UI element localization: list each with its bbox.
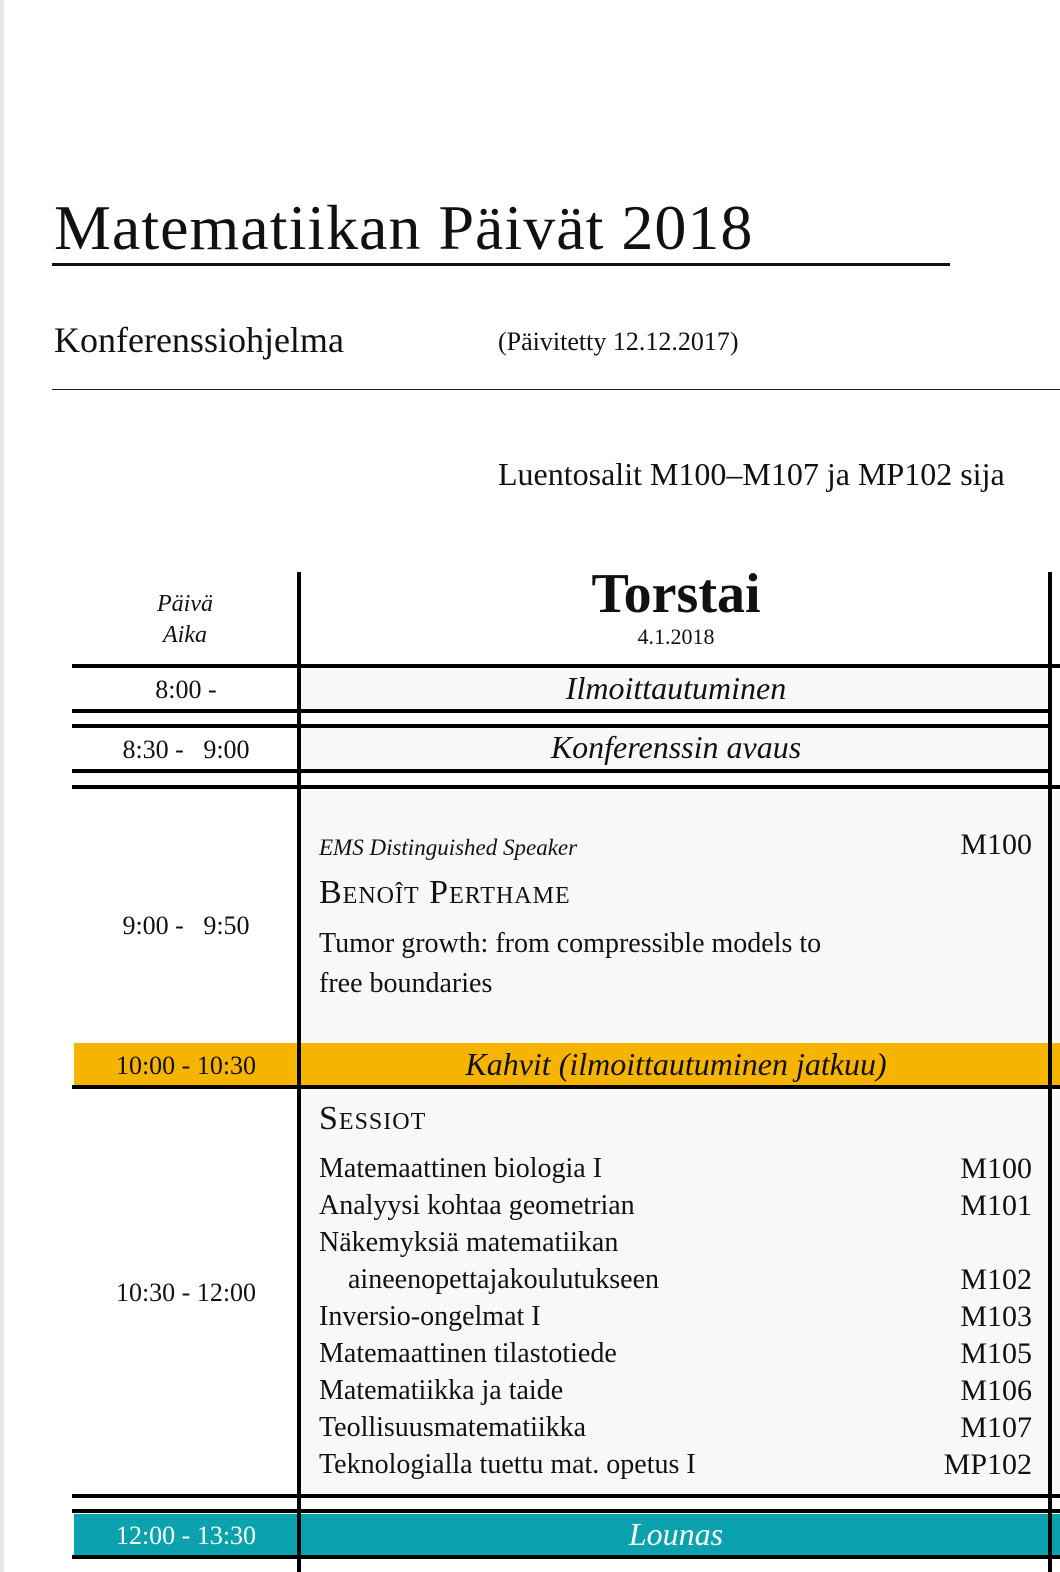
session-room: M107 [960,1411,1032,1444]
day-date: 4.1.2018 [637,624,715,649]
session-room: M106 [960,1374,1032,1407]
session-name: Analyysi kohtaa geometrian [319,1190,635,1221]
row-rule [72,724,1050,728]
row-rule [72,709,1050,713]
keynote-talk-title-cont: free boundaries [319,968,493,999]
session-name-cont: aineenopettajakoulutukseen [348,1264,659,1295]
row-rule [72,1509,1060,1513]
keynote-cell [302,791,1060,1041]
time-lunch: 12:00 - 13:30 [115,1521,257,1550]
keynote-series: EMS Distinguished Speaker [319,835,578,860]
row-rule [72,1555,1060,1559]
session-name: Näkemyksiä matematiikan [319,1227,619,1258]
event-lunch: Lounas [628,1516,724,1552]
session-name: Matemaattinen tilastotiede [319,1338,617,1369]
session-name: Matematiikka ja taide [319,1375,564,1406]
session-room: M103 [960,1300,1032,1333]
row-rule [72,769,1050,773]
row-rule [72,1494,1060,1498]
time-keynote: 9:00 - 9:50 [122,911,250,940]
session-room: M105 [960,1337,1032,1370]
intro-text: Luentosalit M100–M107 ja MP102 sija [498,456,1005,492]
time-coffee: 10:00 - 10:30 [115,1051,257,1080]
title-underline [52,263,950,266]
session-room: M101 [960,1189,1032,1222]
keynote-talk-title: Tumor growth: from compressible models to [319,928,822,959]
page-left-edge [0,0,4,1572]
session-name: Matemaattinen biologia I [319,1153,603,1184]
header-rule [72,664,1060,668]
row-rule [72,1085,1060,1089]
row-rule [72,785,1060,789]
header-day-label: Päivä [157,591,213,617]
session-name: Teollisuusmatematiikka [319,1412,587,1443]
update-date: (Päivitetty 12.12.2017) [498,327,739,356]
header-time-label: Aika [163,622,207,648]
session-name: Teknologialla tuettu mat. opetus I [319,1449,696,1480]
sessions-heading: Sessiot [319,1100,427,1137]
event-opening: Konferenssin avaus [550,729,802,765]
event-coffee: Kahvit (ilmoittautuminen jatkuu) [465,1046,887,1082]
document-title: Matematiikan Päivät 2018 [54,192,754,263]
time-opening: 8:30 - 9:00 [122,735,250,764]
day-name: Torstai [591,563,761,625]
session-room: M102 [960,1263,1032,1296]
time-registration: 8:00 - [155,675,217,704]
session-name: Inversio-ongelmat I [319,1301,541,1332]
keynote-room: M100 [960,828,1032,861]
event-registration: Ilmoittautuminen [565,670,787,706]
session-room: MP102 [943,1448,1032,1481]
session-room: M100 [960,1152,1032,1185]
document-subtitle: Konferenssiohjelma [54,320,344,360]
time-sessions: 10:30 - 12:00 [115,1278,257,1307]
keynote-speaker: Benoît Perthame [319,874,571,911]
section-divider [52,389,1060,390]
